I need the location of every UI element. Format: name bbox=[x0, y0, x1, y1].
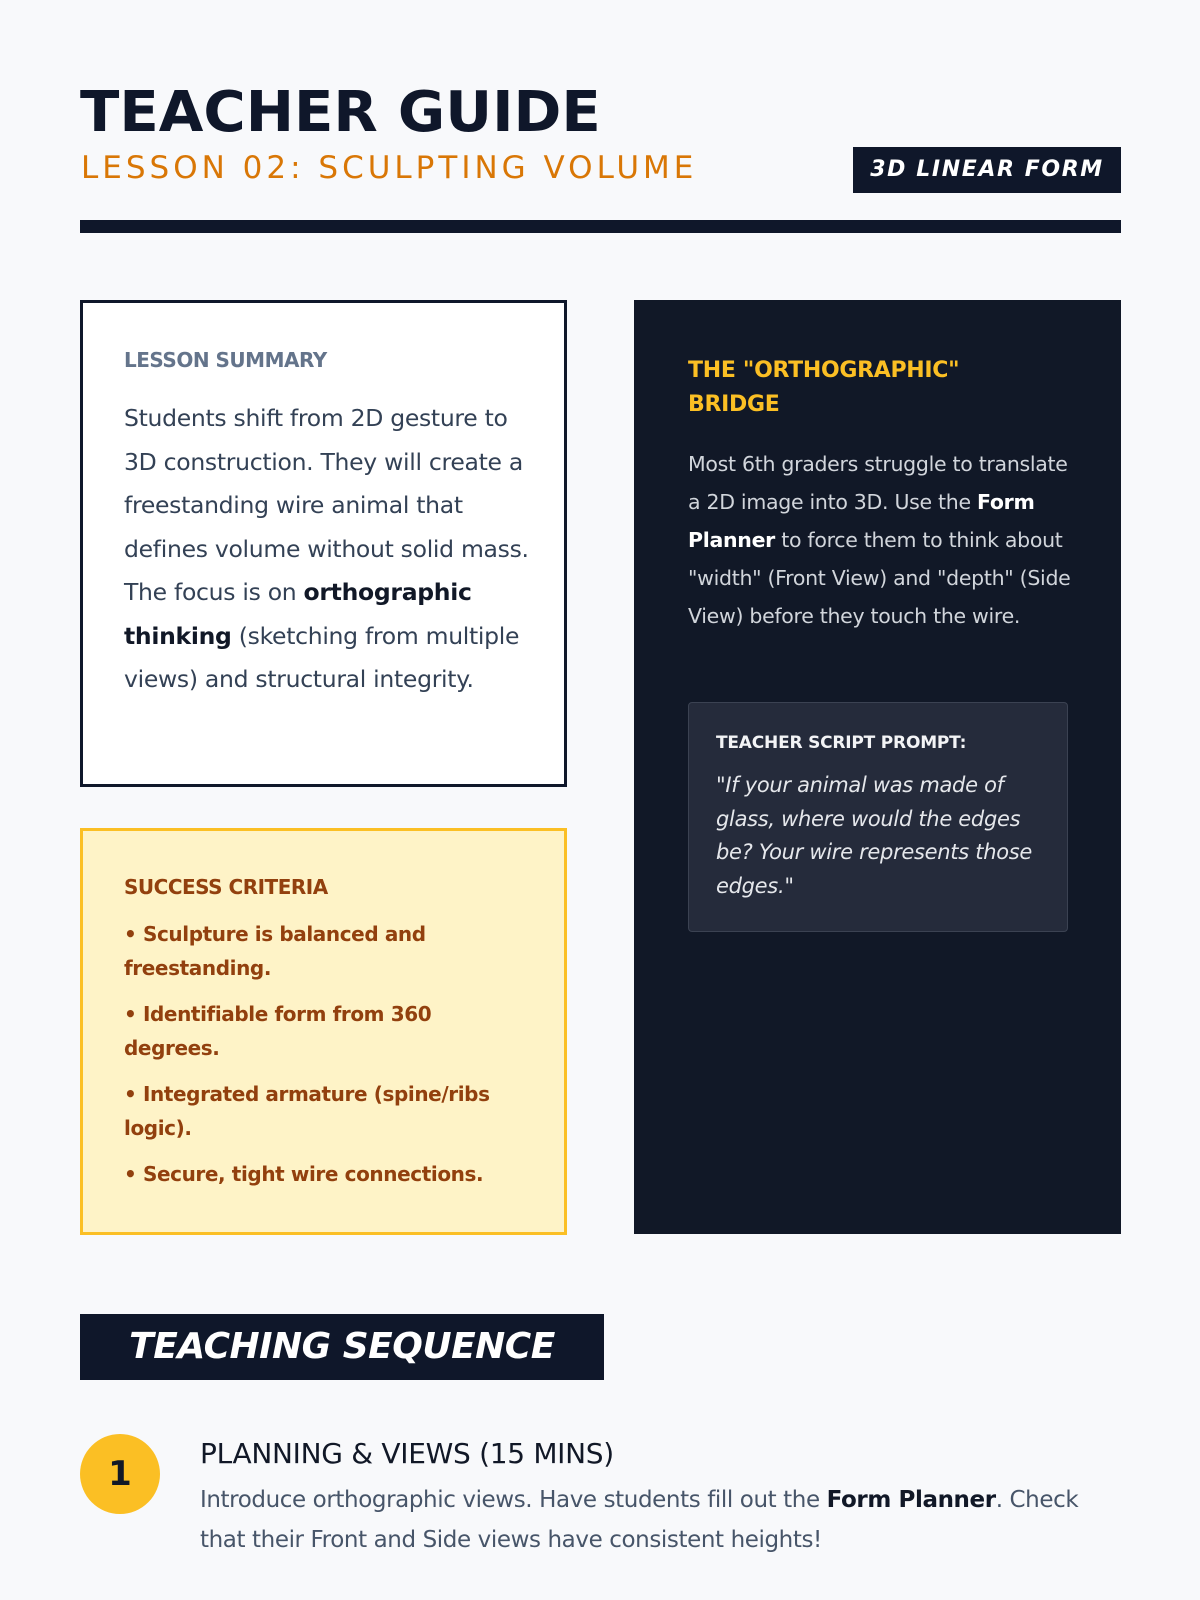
teacher-script-heading: TEACHER SCRIPT PROMPT: bbox=[716, 733, 967, 753]
criteria-item: • Identifiable form from 360 degrees. bbox=[124, 1002, 432, 1060]
step-number-badge: 1 bbox=[80, 1434, 160, 1514]
step-description: Introduce orthographic views. Have students fill out the Form Planner. Check that their Front and Side views have consistent heights! bbox=[200, 1487, 1079, 1553]
orthographic-bridge-heading: THE "ORTHOGRAPHIC" BRIDGE bbox=[688, 358, 960, 417]
form-tag-badge: 3D LINEAR FORM bbox=[853, 147, 1121, 193]
success-criteria-list bbox=[124, 917, 524, 1203]
teacher-script-quote: "If your animal was made of glass, where would the edges be? Your wire represents those edges." bbox=[716, 773, 1033, 898]
page-title: TEACHER GUIDE bbox=[80, 80, 601, 145]
header-divider bbox=[80, 220, 1121, 233]
lesson-summary-heading: LESSON SUMMARY bbox=[124, 348, 327, 372]
orthographic-bridge-text: Most 6th graders struggle to translate a 2D image into 3D. Use the Form Planner to force them to think about "width" (Front View) and "depth" (Side View) before they touch the wire. bbox=[688, 452, 1071, 628]
step-title: PLANNING & VIEWS (15 MINS) bbox=[200, 1437, 614, 1470]
lesson-subtitle: LESSON 02: SCULPTING VOLUME bbox=[81, 150, 698, 186]
teaching-sequence-title: TEACHING SEQUENCE bbox=[129, 1326, 555, 1367]
criteria-item: • Secure, tight wire connections. bbox=[124, 1162, 484, 1186]
criteria-item: • Integrated armature (spine/ribs logic). bbox=[124, 1082, 490, 1140]
lesson-summary-text: Students shift from 2D gesture to 3D construction. They will create a freestanding wire animal that defines volume without solid mass. The focus is on orthographic thinking (sketching from multiple views) and structural integrity. bbox=[124, 404, 529, 693]
criteria-item: • Sculpture is balanced and freestanding. bbox=[124, 922, 426, 980]
success-criteria-heading: SUCCESS CRITERIA bbox=[124, 875, 328, 899]
